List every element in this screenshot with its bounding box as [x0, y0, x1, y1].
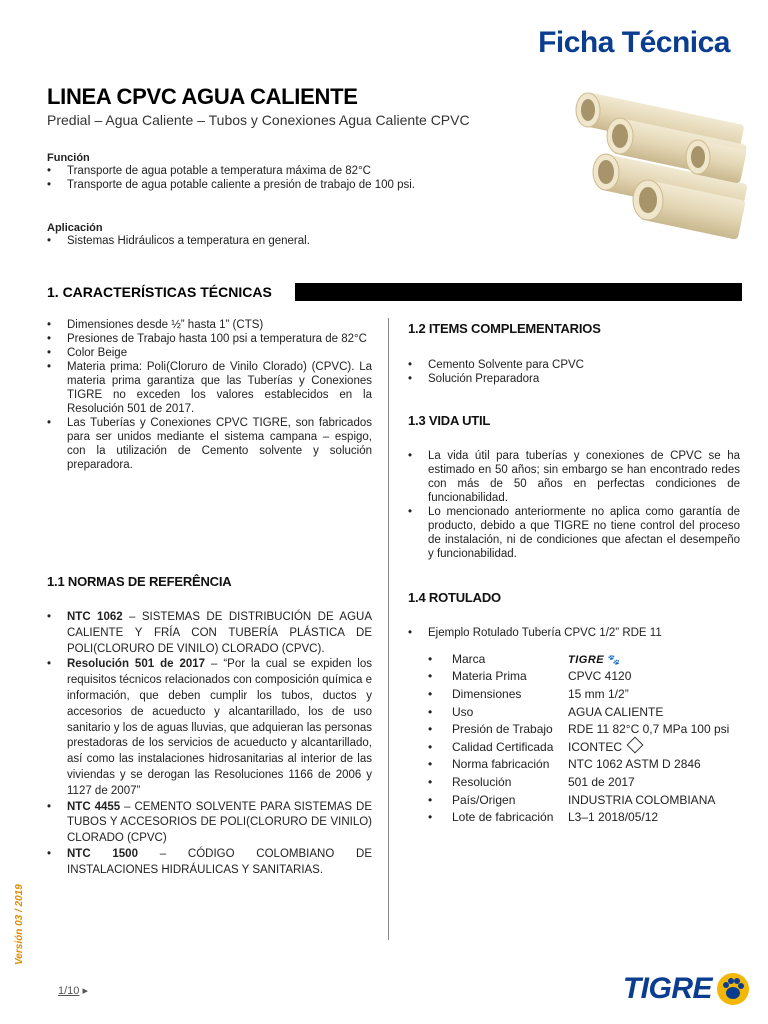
norma-item: • NTC 1500 – CÓDIGO COLOMBIANO DE INSTALACIONES HIDRÁULICAS Y SANITARIAS.: [47, 847, 372, 879]
document-type-title: Ficha Técnica: [538, 26, 730, 59]
paw-logo-icon: [716, 972, 750, 1006]
table-row: • Norma fabricación NTC 1062 ASTM D 2846: [428, 757, 701, 772]
rotulado-example-block: [408, 626, 740, 640]
funcion-item: • Transporte de agua potable a temperatura máxima de 82°C: [47, 164, 417, 178]
product-subtitle: Predial – Agua Caliente – Tubos y Conexiones Agua Caliente CPVC: [47, 112, 470, 128]
table-row: • Uso AGUA CALIENTE: [428, 704, 664, 719]
marca-logo: TIGRE 🐾: [568, 653, 620, 666]
table-row: • Materia Prima CPVC 4120: [428, 669, 632, 684]
rotulado-table: [428, 650, 729, 826]
page-number: 1/10 ▸: [58, 985, 89, 997]
vida-util-item: • Lo mencionado anteriormente no aplica como garantía de producto, debido a que TIGRE no tiene control del proceso de instalación, ni de condiciones que afectan el desempeño y funcionabilidad.: [408, 505, 740, 561]
table-row: • Resolución 501 de 2017: [428, 774, 635, 789]
vida-util-block: [408, 449, 740, 561]
paw-icon: 🐾: [607, 654, 620, 666]
version-label: Versión 03 / 2019: [14, 884, 25, 965]
norma-item: • NTC 1062 – SISTEMAS DE DISTRIBUCIÓN DE AGUA CALIENTE Y FRÍA CON TUBERÍA PLÁSTICA DE POLI(CLORURO DE VINILO) CLORADO (CPVC).: [47, 610, 372, 657]
caracteristica-item: • Presiones de Trabajo hasta 100 psi a temperatura de 82°C: [47, 332, 372, 346]
logo-text: TIGRE: [622, 972, 712, 1005]
funcion-block: [47, 152, 417, 192]
table-row: • Lote de fabricación L3–1 2018/05/12: [428, 810, 659, 825]
aplicacion-item: • Sistemas Hidráulicos a temperatura en general.: [47, 234, 417, 248]
items-complementarios-heading: 1.2 ITEMS COMPLEMENTARIOS: [408, 321, 601, 336]
complementario-item: • Cemento Solvente para CPVC: [408, 358, 740, 372]
caracteristicas-block: [47, 318, 372, 472]
table-row: • Marca TIGRE 🐾: [428, 650, 729, 668]
caracteristica-item: • Materia prima: Poli(Cloruro de Vinilo Clorado) (CPVC). La materia prima garantiza que las Tuberías y Conexiones TIGRE no exceden los valores establecidos en la Resolución 501 de 2017.: [47, 360, 372, 416]
section-1-title: 1. CARACTERÍSTICAS TÉCNICAS: [47, 283, 284, 301]
aplicacion-heading: Aplicación: [47, 222, 103, 234]
funcion-item: • Transporte de agua potable caliente a presión de trabajo de 100 psi.: [47, 178, 417, 192]
aplicacion-block: [47, 222, 417, 248]
caracteristica-item: • Las Tuberías y Conexiones CPVC TIGRE, son fabricados para ser unidos mediante el sistema campana – espigo, con la utilización de Cemento solvente y solución preparadora.: [47, 416, 372, 472]
cpvc-pipes-image: [548, 80, 748, 250]
column-divider: [388, 318, 389, 940]
items-complementarios-block: [408, 358, 740, 386]
caracteristica-item: • Dimensiones desde ½” hasta 1” (CTS): [47, 318, 372, 332]
normas-heading: 1.1 NORMAS DE REFERÊNCIA: [47, 574, 232, 589]
vida-util-item: • La vida útil para tuberías y conexiones de CPVC se ha estimado en 50 años; sin embargo se han encontrado redes con más de 50 años en perfectas condiciones de funcionabilidad.: [408, 449, 740, 505]
norma-item: • Resolución 501 de 2017 – “Por la cual se expiden los requisitos técnicos relacionados con composición química e información, que deben cumplir los tubos, ductos y accesorios de acueducto y alcantarillado, los de uso sanitario y los de aguas lluvias, que adquieran las personas prestadoras de los servicios de acueducto y alcantarillado, así como las instalaciones hidrosanitarias al interior de las viviendas y se derogan las Resoluciones 1166 de 2006 y 1127 de 2007”: [47, 657, 372, 799]
table-row: • Calidad Certificada ICONTEC: [428, 738, 729, 756]
table-row: • Presión de Trabajo RDE 11 82°C 0,7 MPa 100 psi: [428, 722, 730, 737]
rotulado-heading: 1.4 ROTULADO: [408, 590, 501, 605]
section-1-header: [47, 283, 742, 301]
funcion-heading: Función: [47, 152, 90, 164]
normas-block: [47, 610, 372, 879]
rotulado-example: • Ejemplo Rotulado Tubería CPVC 1/2” RDE 11: [408, 626, 740, 640]
table-row: • Dimensiones 15 mm 1/2”: [428, 686, 629, 701]
tigre-logo: [623, 972, 750, 1006]
norma-item: • NTC 4455 – CEMENTO SOLVENTE PARA SISTEMAS DE TUBOS Y ACCESORIOS DE POLI(CLORURO DE VINILO) CLORADO (CPVC): [47, 800, 372, 847]
section-bar-decoration: [295, 283, 742, 301]
page-icon: ▸: [82, 985, 89, 997]
caracteristica-item: • Color Beige: [47, 346, 372, 360]
table-row: • País/Origen INDUSTRIA COLOMBIANA: [428, 792, 716, 807]
product-line-title: LINEA CPVC AGUA CALIENTE: [47, 84, 358, 109]
complementario-item: • Solución Preparadora: [408, 372, 740, 386]
vida-util-heading: 1.3 VIDA UTIL: [408, 413, 491, 428]
icontec-icon: [627, 737, 644, 754]
